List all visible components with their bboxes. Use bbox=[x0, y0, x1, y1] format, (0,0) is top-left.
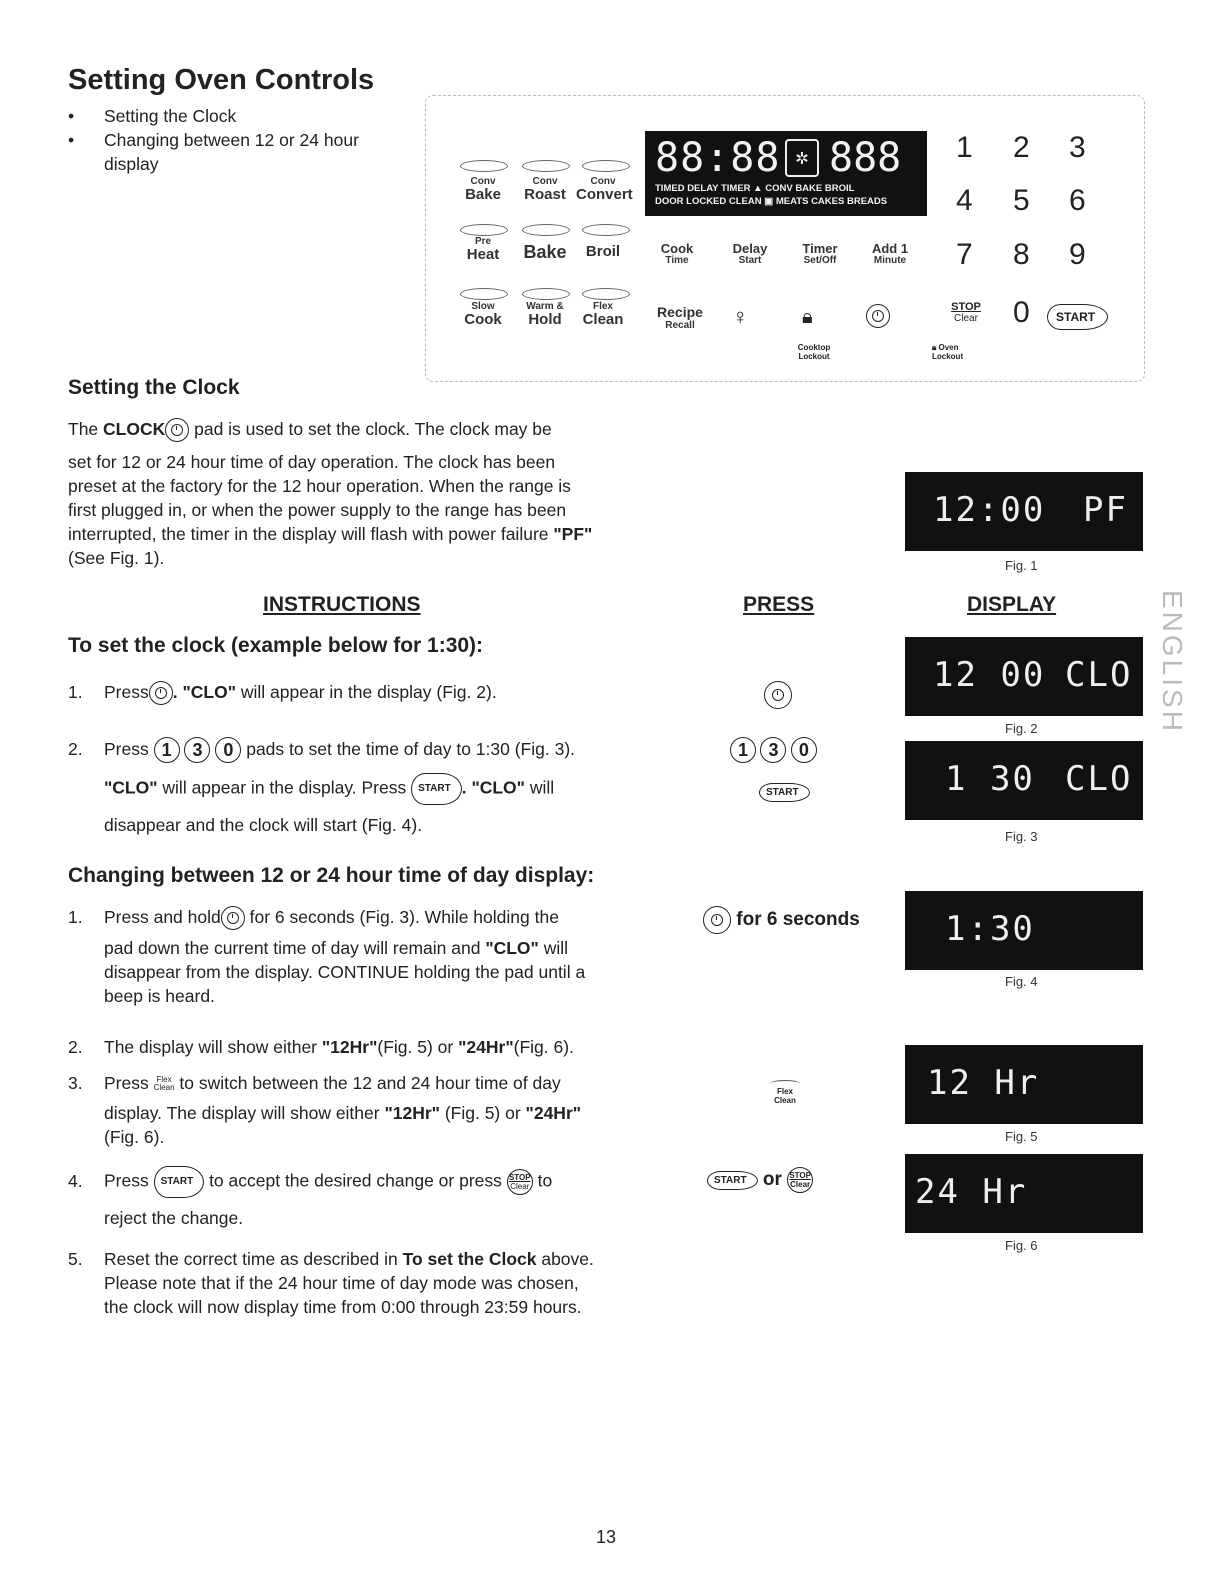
keypad-2[interactable]: 2 bbox=[1013, 131, 1030, 164]
slow-cook-button[interactable]: Slow Cook bbox=[464, 301, 502, 328]
fig-6-label: Fig. 6 bbox=[1005, 1238, 1038, 1253]
keypad-6[interactable]: 6 bbox=[1069, 184, 1086, 217]
start-button[interactable]: START bbox=[1047, 304, 1108, 330]
control-panel-lcd bbox=[645, 131, 927, 216]
set-clock-step-2: 2. Press 1 3 0 pads to set the time of day to 1:30 (Fig. 3). "CLO" will appear in the display. Press START . "CLO" will disappear and the clock will start (Fig. 4). bbox=[68, 739, 576, 836]
conv-bake-button[interactable]: Conv Bake bbox=[465, 176, 501, 203]
cook-time-button[interactable]: Cook Time bbox=[660, 241, 694, 266]
fig-1-label: Fig. 1 bbox=[1005, 558, 1038, 573]
page-number: 13 bbox=[596, 1527, 617, 1547]
keypad-4[interactable]: 4 bbox=[956, 184, 973, 217]
conv-convert-button[interactable]: Conv Convert bbox=[576, 176, 633, 203]
fig-3-label: Fig. 3 bbox=[1005, 829, 1038, 844]
stop-clear-icon: STOP Clear bbox=[507, 1169, 533, 1195]
broil-button[interactable]: Broil bbox=[585, 243, 621, 260]
page-title: Setting Oven Controls bbox=[68, 64, 375, 96]
set-clock-step-1: 1. Press . "CLO" will appear in the display (Fig. 2). bbox=[68, 680, 708, 705]
display-fig-6: 24 Hr bbox=[905, 1154, 1143, 1233]
button-arc bbox=[460, 224, 508, 236]
press-heading: PRESS bbox=[743, 593, 815, 616]
control-panel bbox=[425, 95, 1145, 382]
change-step-1: 1. Press and hold for 6 seconds (Fig. 3). While holding the pad down the current time of day will remain and "CLO" will disappear from the display. CONTINUE holding the pad until a beep is heard. bbox=[68, 907, 586, 1007]
lcd-row1: TIMED DELAY TIMER ▲ CONV BAKE BROIL bbox=[655, 183, 855, 194]
button-arc bbox=[522, 288, 570, 300]
start-icon: START bbox=[154, 1166, 205, 1198]
press-start-icon: START bbox=[759, 783, 810, 802]
change-display-heading: Changing between 12 or 24 hour time of day display: bbox=[68, 864, 595, 887]
oven-lockout-label: 🔒︎ Oven Lockout bbox=[932, 343, 964, 361]
keypad-5[interactable]: 5 bbox=[1013, 184, 1030, 217]
language-side-tab: ENGLISH bbox=[1157, 590, 1188, 734]
clock-icon bbox=[149, 681, 173, 705]
fig-4-label: Fig. 4 bbox=[1005, 974, 1038, 989]
fan-icon: ✲ bbox=[785, 139, 819, 177]
change-step-4: 4. Press START to accept the desired change or press STOP Clear to reject the change. bbox=[68, 1166, 708, 1230]
button-arc bbox=[582, 224, 630, 236]
cooktop-lockout-label: Cooktop Lockout bbox=[797, 343, 831, 361]
conv-roast-button[interactable]: Conv Roast bbox=[524, 176, 566, 203]
delay-start-button[interactable]: Delay Start bbox=[732, 241, 768, 266]
clock-icon bbox=[165, 418, 189, 442]
lcd-row2: DOOR LOCKED CLEAN ▣ MEATS CAKES BREADS bbox=[655, 196, 888, 207]
clock-icon bbox=[221, 906, 245, 930]
change-step-5: 5. Reset the correct time as described in To set the Clock above. Please note that if the 24 hour time of day mode was chosen, the clock will now display time from 0:00 through 23:59 hours. bbox=[68, 1249, 594, 1317]
bake-button[interactable]: Bake bbox=[523, 242, 567, 262]
keypad-8[interactable]: 8 bbox=[1013, 238, 1030, 271]
start-icon: START bbox=[411, 773, 462, 805]
button-arc bbox=[582, 160, 630, 172]
flex-clean-icon: Flex Clean bbox=[153, 1075, 175, 1093]
keypad-3[interactable]: 3 bbox=[1069, 131, 1086, 164]
button-arc bbox=[522, 160, 570, 172]
clock-button[interactable] bbox=[866, 304, 890, 328]
button-arc bbox=[522, 224, 570, 236]
stop-clear-button[interactable]: STOP Clear bbox=[951, 301, 981, 324]
press-start-or-stop: START or STOP Clear bbox=[707, 1167, 813, 1193]
press-digits: 1 3 0 bbox=[730, 737, 817, 763]
display-fig-2: 12 00 CLO bbox=[905, 637, 1143, 716]
button-arc bbox=[460, 160, 508, 172]
display-fig-4: 1:30 bbox=[905, 891, 1143, 970]
section-heading-setting-clock: Setting the Clock bbox=[68, 376, 240, 399]
recipe-recall-button[interactable]: Recipe Recall bbox=[657, 304, 703, 331]
keypad-1[interactable]: 1 bbox=[956, 131, 973, 164]
fig-5-label: Fig. 5 bbox=[1005, 1129, 1038, 1144]
fig-2-label: Fig. 2 bbox=[1005, 721, 1038, 736]
timer-set-off-button[interactable]: Timer Set/Off bbox=[802, 241, 838, 266]
keypad-9[interactable]: 9 bbox=[1069, 238, 1086, 271]
set-clock-heading: To set the clock (example below for 1:30): bbox=[68, 634, 484, 657]
bullet-item: • Setting the Clock bbox=[68, 106, 237, 126]
keypad-7[interactable]: 7 bbox=[956, 238, 973, 271]
display-fig-1: 12:00 PF bbox=[905, 472, 1143, 551]
button-arc bbox=[582, 288, 630, 300]
bullet-list bbox=[68, 104, 398, 176]
press-hold-clock: for 6 seconds bbox=[703, 906, 860, 934]
lightbulb-icon[interactable]: ♀ bbox=[732, 304, 749, 329]
press-flex-clean-icon: Flex Clean bbox=[770, 1080, 800, 1105]
lcd-digits-right: 888 bbox=[829, 135, 902, 181]
flex-clean-button[interactable]: Flex Clean bbox=[582, 301, 624, 328]
display-heading: DISPLAY bbox=[967, 593, 1057, 616]
lock-icon[interactable]: 🔒︎ bbox=[802, 306, 813, 328]
button-arc bbox=[460, 288, 508, 300]
display-fig-5: 12 Hr bbox=[905, 1045, 1143, 1124]
change-step-3: 3. Press Flex Clean to switch between the 12 and 24 hour time of day display. The display will show either "12Hr" (Fig. 5) or "24Hr" (Fig. 6). bbox=[68, 1073, 582, 1147]
change-step-2: 2. The display will show either "12Hr"(Fig. 5) or "24Hr"(Fig. 6). bbox=[68, 1037, 574, 1057]
bullet-item: • Changing between 12 or 24 hour display bbox=[68, 130, 359, 174]
preheat-button[interactable]: Pre Heat bbox=[466, 236, 500, 263]
keypad-0[interactable]: 0 bbox=[1013, 296, 1030, 329]
instructions-heading: INSTRUCTIONS bbox=[263, 593, 421, 616]
display-fig-3: 1 30 CLO bbox=[905, 741, 1143, 820]
add-1-minute-button[interactable]: Add 1 Minute bbox=[871, 241, 909, 266]
press-clock-icon bbox=[764, 681, 792, 709]
warm-hold-button[interactable]: Warm & Hold bbox=[526, 301, 564, 328]
lcd-digits: 88:88 bbox=[655, 135, 781, 181]
setting-clock-paragraph: The CLOCK pad is used to set the clock. The clock may be set for 12 or 24 hour time of day operation. The clock has been preset at the factory for the 12 hour operation. When the range is first plugged in, or when the power supply to the range has been interrupted, the timer in the display will flash with power failure "PF" (See Fig. 1). bbox=[68, 419, 593, 569]
